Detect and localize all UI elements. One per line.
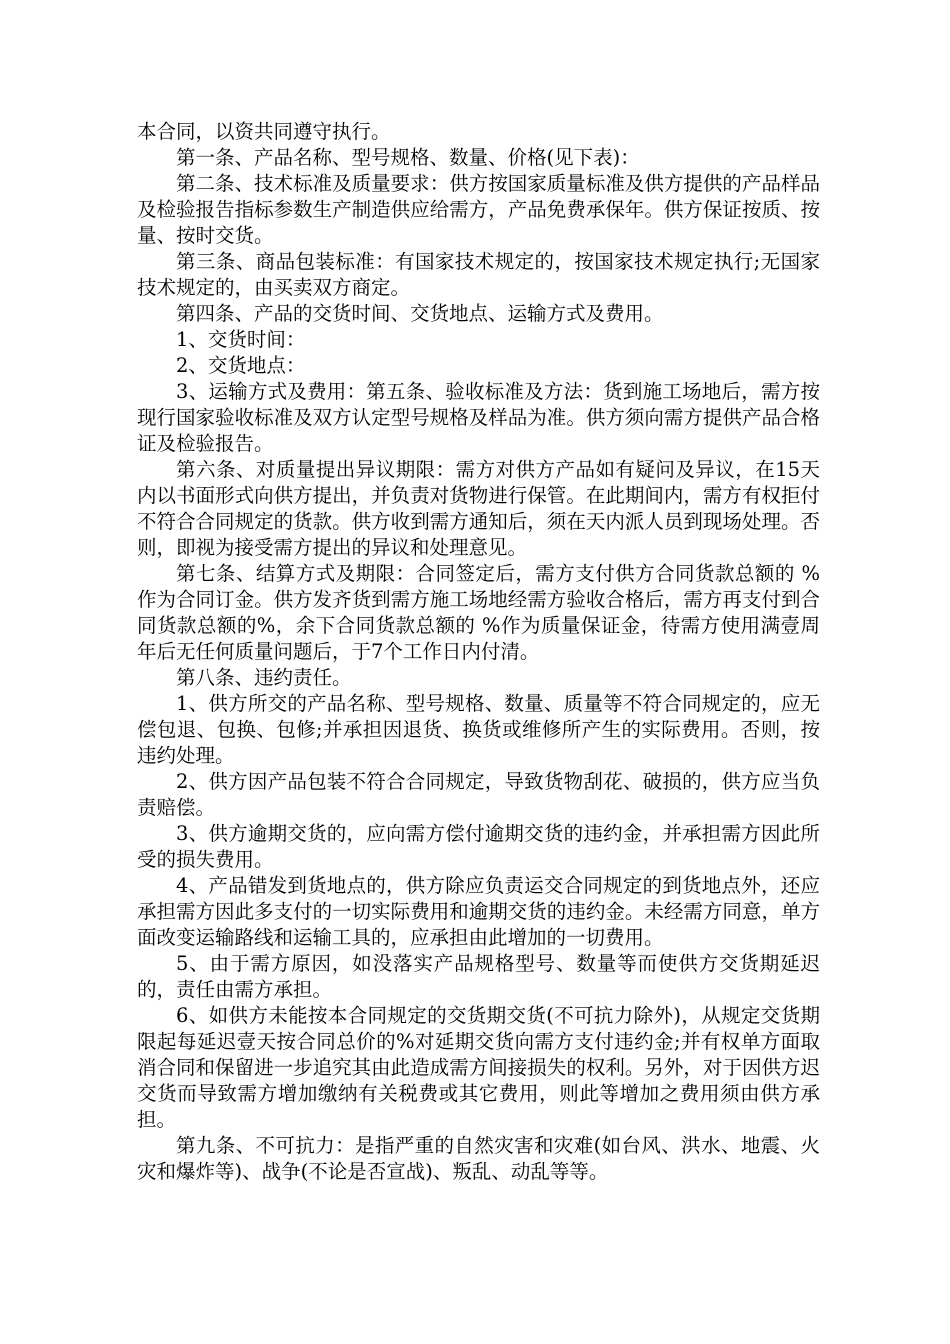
paragraph-breach-3: 3、供方逾期交货的，应向需方偿付逾期交货的违约金，并承担需方因此所受的损失费用。 bbox=[137, 822, 820, 871]
paragraph-breach-6: 6、如供方未能按本合同规定的交货期交货(不可抗力除外)，从规定交货期限起每延迟壹天按合同总价的%对延期交货向需方支付违约金;并有权单方面取消合同和保留进一步追究其由此造成需方间接损失的权利。另外，对于因供方迟交货而导致需方增加缴纳有关税费或其它费用，则此等增加之费用须由供方承担。 bbox=[137, 1004, 820, 1131]
paragraph-delivery-place: 2、交货地点： bbox=[176, 354, 306, 377]
paragraph-breach-2: 2、供方因产品包装不符合合同规定，导致货物刮花、破损的，供方应当负责赔偿。 bbox=[137, 770, 820, 819]
paragraph-article-6: 第六条、对质量提出异议期限：需方对供方产品如有疑问及异议，在15天内以书面形式向供方提出，并负责对货物进行保管。在此期间内，需方有权拒付不符合合同规定的货款。供方收到需方通知后，须在天内派人员到现场处理。否则，即视为接受需方提出的异议和处理意见。 bbox=[137, 458, 820, 559]
paragraph-article-8: 第八条、违约责任。 bbox=[176, 666, 352, 689]
paragraph-breach-4: 4、产品错发到货地点的，供方除应负责运交合同规定的到货地点外，还应承担需方因此多支付的一切实际费用和逾期交货的违约金。未经需方同意，单方面改变运输路线和运输工具的，应承担由此增加的一切费用。 bbox=[137, 874, 820, 949]
paragraph-article-7: 第七条、结算方式及期限：合同签定后，需方支付供方合同货款总额的 %作为合同订金。供方发齐货到需方施工场地经需方验收合格后，需方再支付到合同货款总额的%，余下合同货款总额的 %作为质量保证金，待需方使用满壹周年后无任何质量问题后，于7个工作日内付清。 bbox=[137, 562, 820, 663]
paragraph-article-9: 第九条、不可抗力：是指严重的自然灾害和灾难(如台风、洪水、地震、火灾和爆炸等)、战争(不论是否宣战)、叛乱、动乱等等。 bbox=[137, 1134, 820, 1183]
paragraph-article-4: 第四条、产品的交货时间、交货地点、运输方式及费用。 bbox=[176, 302, 664, 325]
paragraph-article-1: 第一条、产品名称、型号规格、数量、价格(见下表)： bbox=[176, 146, 640, 169]
paragraph-article-3: 第三条、商品包装标准：有国家技术规定的，按国家技术规定执行;无国家技术规定的，由买卖双方商定。 bbox=[137, 250, 820, 299]
paragraph-breach-1: 1、供方所交的产品名称、型号规格、数量、质量等不符合同规定的，应无偿包退、包换、包修;并承担因退货、换货或维修所产生的实际费用。否则，按违约处理。 bbox=[137, 692, 820, 767]
paragraph-article-2: 第二条、技术标准及质量要求：供方按国家质量标准及供方提供的产品样品及检验报告指标参数生产制造供应给需方，产品免费承保年。供方保证按质、按量、按时交货。 bbox=[137, 172, 820, 247]
paragraph-transport-and-article-5: 3、运输方式及费用：第五条、验收标准及方法：货到施工场地后，需方按现行国家验收标准及双方认定型号规格及样品为准。供方须向需方提供产品合格证及检验报告。 bbox=[137, 380, 820, 455]
paragraph-intro-closing: 本合同，以资共同遵守执行。 bbox=[137, 120, 391, 143]
paragraph-delivery-time: 1、交货时间： bbox=[176, 328, 306, 351]
contract-body bbox=[137, 119, 820, 1185]
paragraph-breach-5: 5、由于需方原因，如没落实产品规格型号、数量等而使供方交货期延迟的，责任由需方承担。 bbox=[137, 952, 820, 1001]
